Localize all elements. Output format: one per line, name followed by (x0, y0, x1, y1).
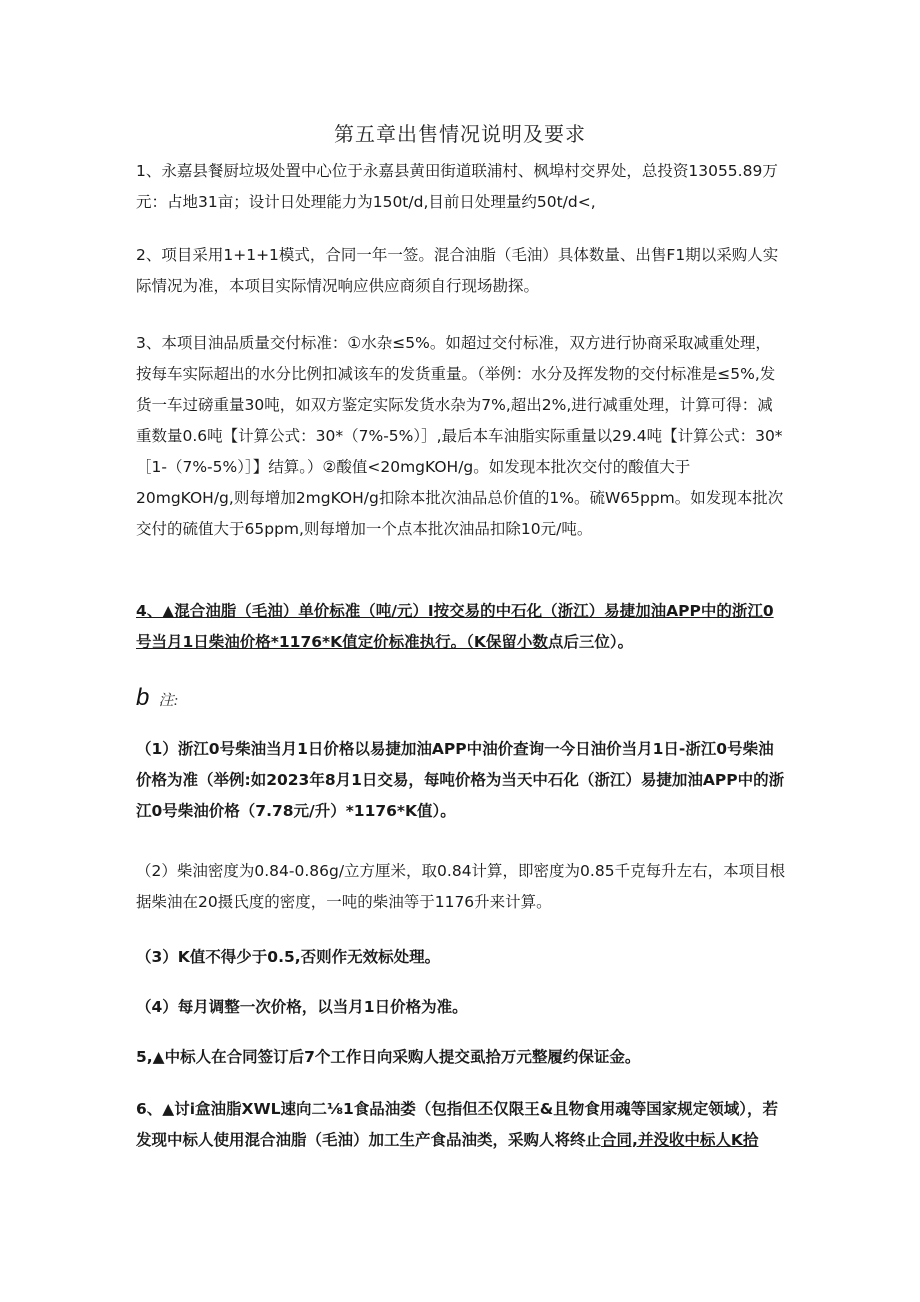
note-heading (136, 684, 178, 716)
note-1: （1）浙江0号柴油当月1日价格以易捷加油APP中油价查询一今日油价当月1日-浙江0号柴油价格为准（举例:如2023年8月1日交易，每吨价格为当天中石化（浙江）易捷加油APP中的浙江0号柴油价格（7.78元/升）*1176*K值）。 (136, 740, 785, 820)
paragraph-6 (136, 1094, 786, 1156)
paragraph-4 (136, 596, 786, 658)
note-mark: b (136, 684, 150, 711)
note-3: （3）K值不得少于0.5,否则作无效标处理。 (136, 948, 441, 966)
note-4: （4）每月调整一次价格，以当月1日价格为准。 (136, 998, 468, 1016)
paragraph-1: 1、永嘉县餐厨垃圾处置中心位于永嘉县黄田街道联浦村、枫埠村交界处，总投资13055.89万元：占地31亩；设计日处理能力为150t/d,目前日处理量约50t/d<, (136, 162, 778, 211)
paragraph-3: 3、本项目油品质量交付标准：①水杂≤5%。如超过交付标准，双方进行协商采取减重处理，按每车实际超出的水分比例扣减该车的发货重量。（举例：水分及挥发物的交付标准是≤5%,发货一车过磅重量30吨，如双方鉴定实际发货水杂为7%,超出2%,进行减重处理，计算可得：减重数量0.6吨【计算公式：30*（7%-5%）］,最后本车油脂实际重量以29.4吨【计算公式：30*［1-（7%-5%）］】结算。）②酸值<20mgKOH/g。如发现本批次交付的酸值大于20mgKOH/g,则每增加2mgKOH/g扣除本批次油品总价值的1%。硫W65ppm。如发现本批次交付的硫值大于65ppm,则每增加一个点本批次油品扣除10元/吨。 (136, 334, 784, 538)
note-2: （2）柴油密度为0.84-0.86g/立方厘米，取0.84计算，即密度为0.85千克每升左右，本项目根据柴油在20摄氏度的密度，一吨的柴油等于1176升来计算。 (136, 862, 786, 911)
paragraph-2: 2、项目采用1+1+1模式，合同一年一签。混合油脂（毛油）具体数量、出售F1期以采购人实际情况为准，本项目实际情况响应供应商须自行现场勘探。 (136, 246, 779, 295)
note-label: 注: (158, 693, 179, 709)
paragraph-6-underlined: 合同,并没收中标人K拾 (601, 1131, 759, 1149)
paragraph-5: 5,▲中标人在合同签订后7个工作日向采购人提交虱拾万元整履约保证金。 (136, 1048, 641, 1066)
paragraph-4-underlined: 4、▲混合油脂（毛油）单价标准（吨/元）I按交易的中石化（浙江）易捷加油APP中的浙江0号当月1日柴油价格*1176*K值定价标准执行。（K保留小数 (136, 602, 774, 651)
page-title: 第五章出售情况说明及要求 (334, 122, 586, 146)
paragraph-4-rest: 点后三位）。 (547, 633, 634, 651)
paragraph-6-text: 6、▲讨i盒油脂XWL速向二⅛1食品油娄（包指但丕仅限王&且物食用魂等国家规定领域），若发现中标人使用混合油脂（毛油）加工生产食品油类，采购人将终止 (136, 1100, 779, 1149)
